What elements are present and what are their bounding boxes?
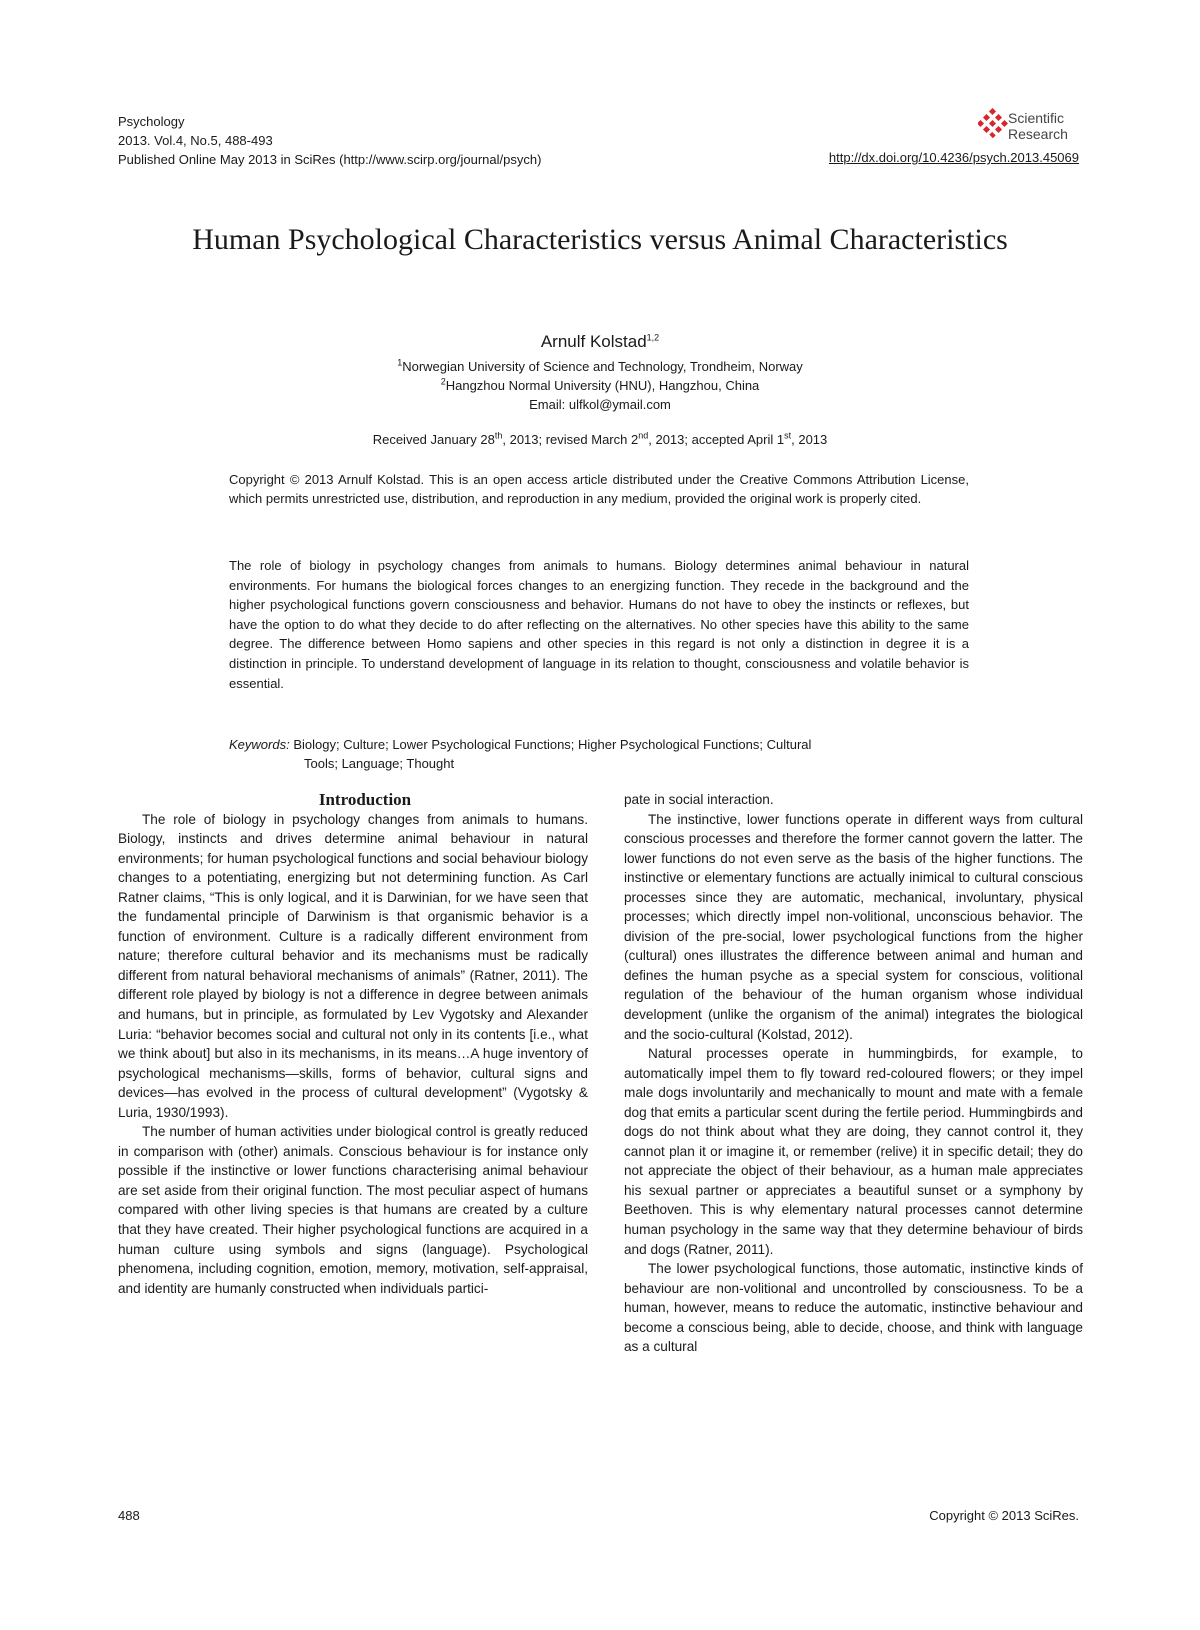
affiliation-2: [0, 376, 1200, 395]
page-number: 488: [118, 1508, 140, 1523]
keywords: [229, 735, 969, 773]
date-revised-sup: nd: [638, 430, 649, 441]
date-revised: , 2013; revised March 2: [502, 432, 639, 447]
keywords-label: Keywords:: [229, 737, 290, 752]
keywords-line-2: Tools; Language; Thought: [304, 756, 455, 771]
paragraph: The role of biology in psychology changes from animals to humans. Biology, instincts and drives determine animal behaviour in natural environments; for human psychological functions and social behaviour biology changes to a potentiating, energizing but not determining function. As Carl Ratner claims, “This is only logical, and it is Darwinian, for we have seen that the fundamental principle of Darwinism is that organismic behavior is a function of environment. Culture is a radically different environment from nature; therefore cultural behavior and its mechanisms must be radically different from natural behavioral mechanisms of animals” (Ratner, 2011). The different role played by biology is not a difference in degree between animals and humans, but in principle, as formulated by Lev Vygotsky and Alexander Luria: “behavior becomes social and cultural not only in its contents [i.e., what we think about] but also in its mechanisms, in its means…A huge inventory of psychological mechanisms—skills, forms of behavior, cultural signs and devices—has evolved in the process of cultural development” (Vygotsky & Luria, 1930/1993).: [118, 811, 588, 1120]
journal-name: Psychology: [118, 114, 185, 129]
aff-sup-1: 1: [397, 357, 403, 368]
aff-text-1: Norwegian University of Science and Technology, Trondheim, Norway: [402, 359, 803, 374]
paragraph: The number of human activities under biological control is greatly reduced in comparison with (other) animals. Conscious behaviour is for instance only possible if the instinctive or lower functions characterising animal behaviour are set aside from their original function. The most peculiar aspect of humans compared with other living species is that humans are created by a culture that they have created. Their higher psychological functions are acquired in a human culture using symbols and signs (language). Psychological phenomena, including cognition, emotion, memory, motivation, self-appraisal, and identity are humanly constructed when individuals partici-: [118, 1124, 588, 1296]
keywords-line-1: Biology; Culture; Lower Psychological Functions; Higher Psychological Functions; Cultural: [293, 737, 812, 752]
logo-line-2: Research: [1008, 126, 1068, 142]
doi-link[interactable]: http://dx.doi.org/10.4236/psych.2013.45069: [828, 150, 1079, 165]
author-sup: 1,2: [646, 332, 660, 343]
date-accepted-sup: st: [784, 430, 792, 441]
article-dates: [0, 432, 1200, 447]
paper-title: Human Psychological Characteristics versus Animal Characteristics: [192, 223, 1008, 256]
author-email: Email: ulfkol@ymail.com: [529, 397, 671, 412]
paragraph: The lower psychological functions, those automatic, instinctive kinds of behaviour are non-volitional and uncontrolled by consciousness. To be a human, however, means to reduce the automatic, instinctive behaviour and become a conscious being, able to decide, choose, and think with language as a cultural: [624, 1261, 1083, 1355]
logo-diamond-icon: [978, 108, 1008, 138]
affiliation-1: [0, 357, 1200, 376]
date-received: Received January 28: [372, 432, 495, 447]
paragraph: The instinctive, lower functions operate in different ways from cultural conscious processes and therefore the former cannot govern the latter. The lower functions do not even serve as the basis of the higher functions. The instinctive or elementary functions are actually inimical to cultural conscious processes since they are automatic, mechanical, involuntary, physical processes; which directly impel non-volitional, unconscious behavior. The division of the pre-social, lower psychological functions from the higher (cultural) ones illustrates the difference between animal and human and defines the human psyche as a special system for conscious, volitional regulation of the behaviour of the human organism whose individual development (unlike the organism of the animal) integrates the biological and the socio-cultural (Kolstad, 2012).: [624, 811, 1083, 1042]
abstract: The role of biology in psychology changes from animals to humans. Biology determines animal behaviour in natural environments. For humans the biological forces changes to an energizing function. They recede in the background and the higher psychological functions govern consciousness and behavior. Humans do not have to obey the instincts or reflexes, but have the option to do what they decide to do after reflecting on the alternatives. No other species have this ability to the same degree. The difference between Homo sapiens and other species in this regard is not only a distinction in degree it is a distinction in principle. To understand development of language in its relation to thought, consciousness and volatile behavior is essential.: [229, 558, 969, 691]
copyright-notice: Copyright © 2013 Arnulf Kolstad. This is an open access article distributed under the Creative Commons Attribution License, which permits unrestricted use, distribution, and reproduction in any medium, provided the original work is properly cited.: [229, 472, 969, 506]
affiliations: [0, 357, 1200, 414]
paragraph: Natural processes operate in hummingbirds, for example, to automatically impel them to fly toward red-coloured flowers; or they impel male dogs involuntarily and mechanically to mount and mate with a female dog that emits a particular scent during the fertile period. Hummingbirds and dogs do not think about what they are doing, they cannot control it, they cannot plan it or imagine it, or remember (relive) it in specific detail; they do not appreciate the object of their behaviour, as a human male appreciates his sexual partner or appreciates a beautiful sunset or a symphony by Beethoven. This is why elementary natural processes cannot determine human psychology in the same way that they determine behaviour of birds and dogs (Ratner, 2011).: [624, 1046, 1083, 1257]
body-column-right: [624, 790, 1083, 1357]
scientific-research-logo: [978, 108, 1078, 144]
journal-header: [118, 112, 541, 169]
date-accepted: , 2013; accepted April 1: [648, 432, 785, 447]
journal-volume: 2013. Vol.4, No.5, 488-493: [118, 133, 273, 148]
author-text: Arnulf Kolstad: [540, 332, 647, 351]
date-tail: , 2013: [791, 432, 828, 447]
body-column-left: [118, 790, 588, 1298]
logo-line-1: Scientific: [1008, 110, 1065, 126]
section-heading-introduction: Introduction: [318, 790, 412, 809]
published-online: Published Online May 2013 in SciRes (http://www.scirp.org/journal/psych): [118, 152, 542, 167]
author-name: [0, 332, 1200, 352]
paragraph-continuation: pate in social interaction.: [624, 792, 774, 807]
date-received-sup: th: [494, 430, 503, 441]
aff-sup-2: 2: [440, 376, 446, 387]
aff-text-2: Hangzhou Normal University (HNU), Hangzhou, China: [445, 378, 760, 393]
footer-copyright: Copyright © 2013 SciRes.: [929, 1508, 1079, 1523]
